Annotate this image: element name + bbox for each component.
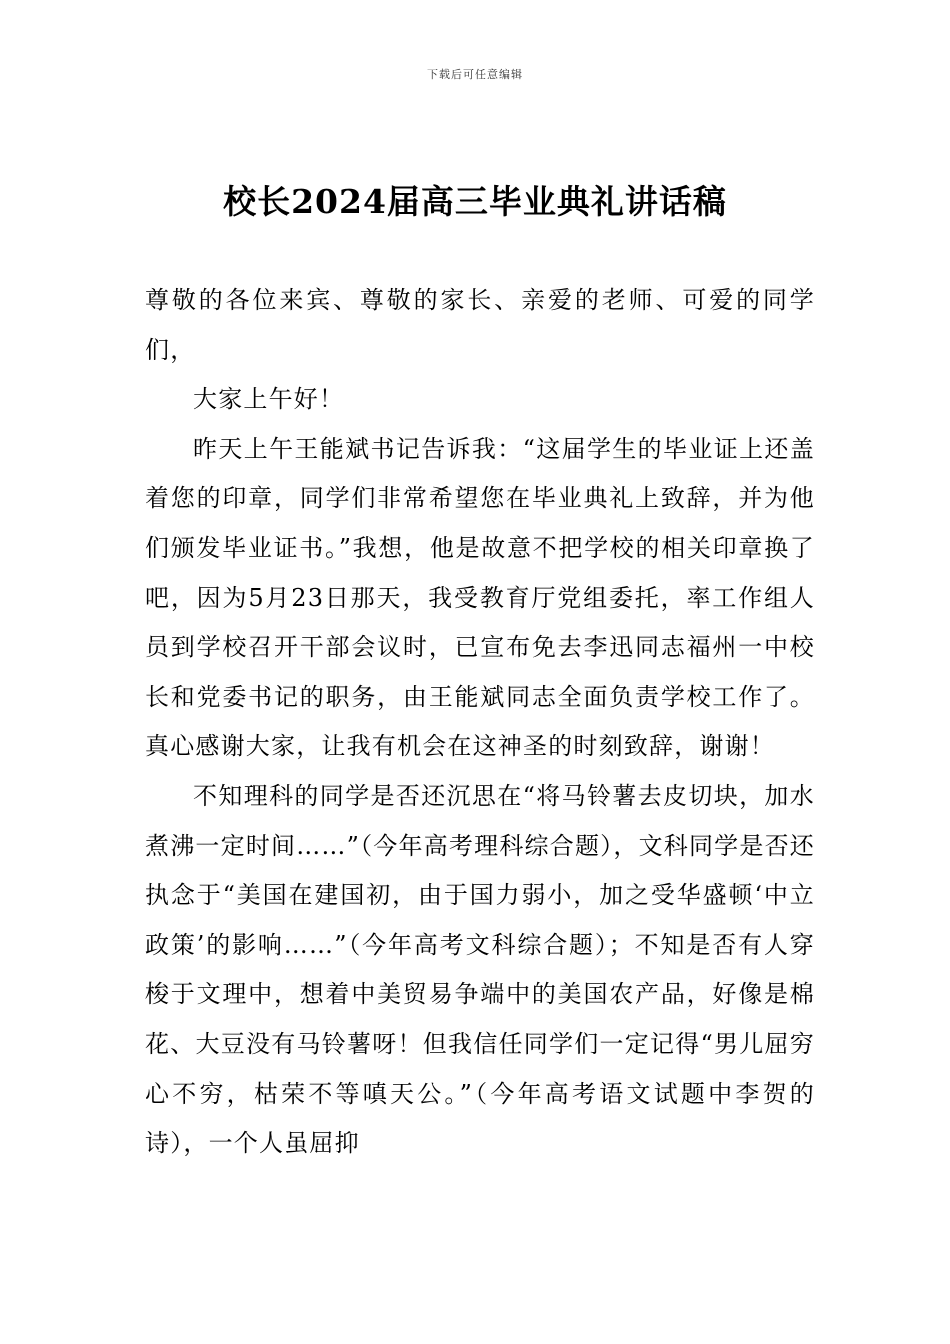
document-title: 校长2024届高三毕业典礼讲话稿 <box>223 182 727 221</box>
document-body <box>145 276 815 1169</box>
body-paragraph: 昨天上午王能斌书记告诉我：“这届学生的毕业证上还盖着您的印章，同学们非常希望您在毕业典礼上致辞，并为他们颁发毕业证书。”我想，他是故意不把学校的相关印章换了吧，因为5月23日那天，我受教育厅党组委托，率工作组人员到学校召开干部会议时，已宣布免去李迅同志福州一中校长和党委书记的职务，由王能斌同志全面负责学校工作了。真心感谢大家，让我有机会在这神圣的时刻致辞，谢谢！ <box>145 434 815 761</box>
page-header-note: 下载后可任意编辑 <box>427 68 523 81</box>
salutation-paragraph: 尊敬的各位来宾、尊敬的家长、亲爱的老师、可爱的同学们， <box>145 286 815 364</box>
body-paragraph: 不知理科的同学是否还沉思在“将马铃薯去皮切块，加水煮沸一定时间……”（今年高考理科综合题），文科同学是否还执念于“美国在建国初，由于国力弱小，加之受华盛顿‘中立政策’的影响……”（今年高考文科综合题）；不知是否有人穿梭于文理中，想着中美贸易争端中的美国农产品，好像是棉花、大豆没有马铃薯呀！但我信任同学们一定记得“男儿屈穷心不穷，枯荣不等嗔天公。”（今年高考语文试题中李贺的诗），一个人虽屈抑 <box>145 781 815 1158</box>
greeting-paragraph: 大家上午好！ <box>193 385 345 414</box>
